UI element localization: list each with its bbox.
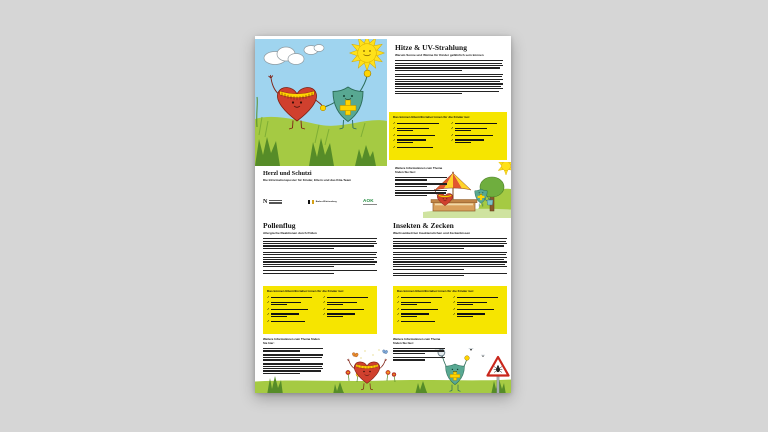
text-line [271, 304, 287, 305]
text-line [263, 354, 323, 355]
check-icon: ✓ [323, 311, 326, 316]
text-line [263, 359, 300, 360]
text-line [327, 297, 367, 298]
checklist-item [323, 313, 373, 318]
text-line [395, 86, 501, 87]
text-line [393, 241, 506, 242]
text-line [393, 350, 444, 351]
body-text [395, 74, 503, 94]
text-line [395, 74, 503, 75]
text-line [263, 257, 377, 258]
info-heading: Weitere Informationen zum Thema finden Sie hier: [395, 166, 443, 174]
checklist-title: Das können Eltern/Erzieher:innen für die Kinder tun: [393, 114, 471, 119]
text-line [397, 135, 435, 136]
logo-baden-wuerttemberg [308, 200, 337, 203]
poster-title: Herzl und Schutzi [263, 170, 312, 177]
text-line [263, 254, 376, 255]
text-line [393, 264, 505, 265]
checklist-item [451, 134, 503, 137]
text-line [263, 266, 334, 267]
section-pollen [263, 222, 377, 275]
text-line [457, 297, 497, 298]
section-title: Pollenflug [263, 221, 296, 230]
text-line [271, 297, 311, 298]
logo-n [263, 199, 282, 205]
checklist-item [453, 308, 503, 311]
info-heading: Weitere Informationen zum Thema finden Sie hier: [393, 337, 441, 345]
chick-icon [320, 105, 326, 111]
checklist-column [451, 122, 503, 151]
check-icon: ✓ [267, 306, 270, 311]
checklist-column [323, 296, 373, 325]
check-icon: ✓ [323, 306, 326, 311]
text-line [457, 309, 494, 310]
sign-post [497, 375, 499, 393]
text-line [393, 348, 445, 349]
check-icon: ✓ [397, 306, 400, 311]
text-line [395, 65, 503, 66]
section-subtitle: Allergische Reaktionen durch Pollen [263, 230, 317, 235]
check-icon: ✓ [453, 299, 456, 304]
heat-checklist-box [389, 112, 507, 160]
info-text [395, 177, 447, 181]
checklist-item [267, 301, 317, 306]
logo-aok-text [363, 204, 377, 205]
body-text [263, 252, 377, 268]
text-line [393, 357, 445, 358]
text-line [327, 309, 364, 310]
text-line [455, 142, 471, 143]
text-line [395, 67, 500, 68]
checklist-column [393, 122, 445, 151]
checklist-item [397, 308, 447, 311]
sparkles [361, 350, 380, 359]
text-line [271, 316, 287, 317]
checklist-item [393, 139, 445, 144]
text-line [401, 313, 428, 314]
text-line [393, 243, 507, 244]
text-line [263, 243, 377, 244]
text-line [393, 269, 464, 270]
check-icon: ✓ [397, 294, 400, 299]
logos-row [263, 195, 377, 209]
text-line [455, 130, 471, 131]
text-line [263, 273, 334, 274]
check-icon: ✓ [451, 125, 454, 130]
text-line [263, 259, 374, 260]
text-line [271, 302, 301, 303]
checklist-title: Das können Eltern/Erzieher:innen für die Kinder tun: [267, 288, 345, 293]
text-line [263, 241, 376, 242]
text-line [395, 186, 427, 187]
text-line [263, 350, 300, 351]
pollen-checklist-box [263, 286, 377, 334]
check-icon: ✓ [267, 294, 270, 299]
info-heading: Weitere Informationen zum Thema finden Sie hier: [263, 337, 320, 345]
section-title: Insekten & Zecken [393, 221, 454, 230]
text-line [401, 302, 431, 303]
text-line [397, 139, 426, 140]
text-line [457, 313, 484, 314]
butterfly-icon [352, 349, 388, 357]
text-line [263, 270, 377, 271]
info-text [395, 190, 447, 196]
check-icon: ✓ [397, 318, 400, 323]
text-line [401, 321, 435, 322]
checklist-item [393, 134, 445, 137]
section-title: Hitze & UV-Strahlung [395, 43, 467, 52]
text-line [401, 304, 417, 305]
text-line [455, 139, 484, 140]
insects-checklist-box [393, 286, 507, 334]
check-icon: ✓ [453, 306, 456, 311]
info-block-pollen [263, 338, 323, 375]
check-icon: ✓ [323, 299, 326, 304]
checklist-item [397, 313, 447, 318]
check-icon: ✓ [393, 132, 396, 137]
info-block-middle [395, 167, 447, 197]
sandbox [431, 200, 477, 212]
info-text [393, 357, 445, 361]
checklist-item [453, 313, 503, 318]
text-line [263, 368, 323, 369]
section-brand [263, 171, 375, 183]
checklist-item [267, 320, 317, 323]
text-line [393, 254, 506, 255]
text-line [263, 245, 374, 246]
text-line [393, 275, 464, 276]
checklist-item [451, 122, 503, 125]
text-line [327, 313, 354, 314]
section-subtitle: Wachsamkeit bei Insektenstichen und Zeckenbissen [393, 230, 471, 235]
cross-icon [340, 105, 356, 110]
text-line [395, 192, 446, 193]
text-line [395, 190, 447, 191]
check-icon: ✓ [393, 144, 396, 149]
logo-n-text [269, 200, 282, 204]
text-line [393, 245, 504, 246]
poster [255, 36, 511, 393]
info-text [393, 348, 445, 354]
text-line [271, 313, 298, 314]
text-line [455, 128, 487, 129]
text-line [263, 370, 321, 371]
info-text [263, 363, 323, 374]
check-icon: ✓ [453, 311, 456, 316]
mitt-icon [364, 70, 371, 77]
checklist-item [451, 139, 503, 144]
text-line [263, 363, 323, 364]
text-line [393, 273, 507, 274]
text-line [393, 252, 507, 253]
check-icon: ✓ [453, 294, 456, 299]
text-line [457, 302, 487, 303]
text-line [327, 304, 343, 305]
checklist-item [323, 301, 373, 306]
check-icon: ✓ [323, 294, 326, 299]
logo-aok-label: AOK [363, 197, 374, 203]
text-line [393, 266, 507, 267]
info-text [263, 354, 323, 360]
poster-subtitle: Die Informationsposter für Kinder, Eltern und das Kita-Team [263, 178, 352, 183]
text-line [393, 353, 425, 354]
checklist-item [451, 127, 503, 132]
text-line [393, 259, 504, 260]
text-line [395, 76, 502, 77]
body-text [393, 238, 507, 249]
check-icon: ✓ [451, 137, 454, 142]
text-line [395, 177, 447, 178]
text-line [395, 70, 462, 71]
coat-of-arms-icon [312, 200, 314, 203]
checklist-item [397, 301, 447, 306]
check-icon: ✓ [267, 311, 270, 316]
checklist-item [267, 296, 317, 299]
text-line [395, 179, 427, 180]
text-line [327, 302, 357, 303]
check-icon: ✓ [397, 299, 400, 304]
text-line [263, 252, 377, 253]
sun-icon [497, 162, 511, 175]
info-block-insects [393, 338, 445, 362]
text-line [395, 88, 503, 89]
text-line [401, 316, 417, 317]
text-line [395, 60, 503, 61]
text-line [401, 309, 438, 310]
text-line [393, 248, 464, 249]
text-line [397, 142, 413, 143]
text-line [395, 63, 502, 64]
checklist-item [453, 301, 503, 306]
text-line [395, 183, 447, 184]
section-insects [393, 222, 507, 277]
checklist-item [453, 296, 503, 299]
checklist-column [267, 296, 317, 325]
check-icon: ✓ [451, 132, 454, 137]
top-illustration [255, 39, 387, 166]
checklist-item [393, 122, 445, 125]
text-line [263, 348, 323, 349]
info-text [395, 183, 447, 187]
text-line [263, 357, 322, 358]
body-text [395, 60, 503, 71]
text-line [271, 321, 305, 322]
checklist-column [453, 296, 503, 325]
checklist-column [397, 296, 447, 325]
text-line [393, 261, 507, 262]
text-line [395, 195, 427, 196]
checklist-item [393, 146, 445, 149]
body-text [393, 273, 507, 277]
text-line [397, 128, 429, 129]
check-icon: ✓ [397, 311, 400, 316]
check-icon: ✓ [393, 125, 396, 130]
grass-strip [255, 380, 511, 394]
text-line [397, 147, 432, 148]
logo-n-letter: N [263, 199, 268, 205]
coat-of-arms-icon [308, 200, 310, 203]
section-subtitle: Warum Sonne und Wärme für Kinder gefährlich sein können [395, 52, 484, 57]
text-line [263, 366, 322, 367]
text-line [455, 135, 493, 136]
text-line [395, 93, 462, 94]
check-icon: ✓ [267, 299, 270, 304]
checklist-item [267, 308, 317, 311]
checklist-item [267, 313, 317, 318]
checklist-title: Das können Eltern/Erzieher:innen für die Kinder tun: [397, 288, 475, 293]
text-line [457, 316, 473, 317]
body-text [393, 252, 507, 270]
text-line [395, 83, 503, 84]
checklist-item [323, 296, 373, 299]
checklist-item [397, 320, 447, 323]
text-line [271, 309, 308, 310]
text-line [395, 79, 503, 80]
mitt-icon [465, 356, 470, 361]
text-line [401, 297, 441, 298]
text-line [455, 123, 497, 124]
text-line [397, 123, 439, 124]
body-text [263, 270, 377, 274]
checklist-item [323, 308, 373, 311]
text-line [457, 304, 473, 305]
grass-tuft [267, 376, 283, 393]
check-icon: ✓ [267, 318, 270, 323]
body-text [263, 238, 377, 249]
text-line [393, 257, 507, 258]
text-line [263, 261, 377, 262]
text-line [263, 248, 334, 249]
logo-bw-label: Baden-Württemberg [315, 200, 337, 203]
checklist-item [397, 296, 447, 299]
check-icon: ✓ [451, 120, 454, 125]
text-line [263, 238, 377, 239]
text-line [397, 130, 413, 131]
info-text [263, 348, 323, 352]
text-line [395, 81, 500, 82]
text-line [393, 359, 425, 360]
text-line [395, 91, 499, 92]
check-icon: ✓ [393, 137, 396, 142]
text-line [393, 238, 507, 239]
logo-aok [363, 199, 377, 205]
section-heat-uv [395, 44, 503, 95]
text-line [263, 373, 300, 374]
check-icon: ✓ [393, 120, 396, 125]
checklist-item [393, 127, 445, 132]
tall-grass-blade [257, 97, 258, 127]
text-line [327, 316, 343, 317]
text-line [263, 264, 375, 265]
